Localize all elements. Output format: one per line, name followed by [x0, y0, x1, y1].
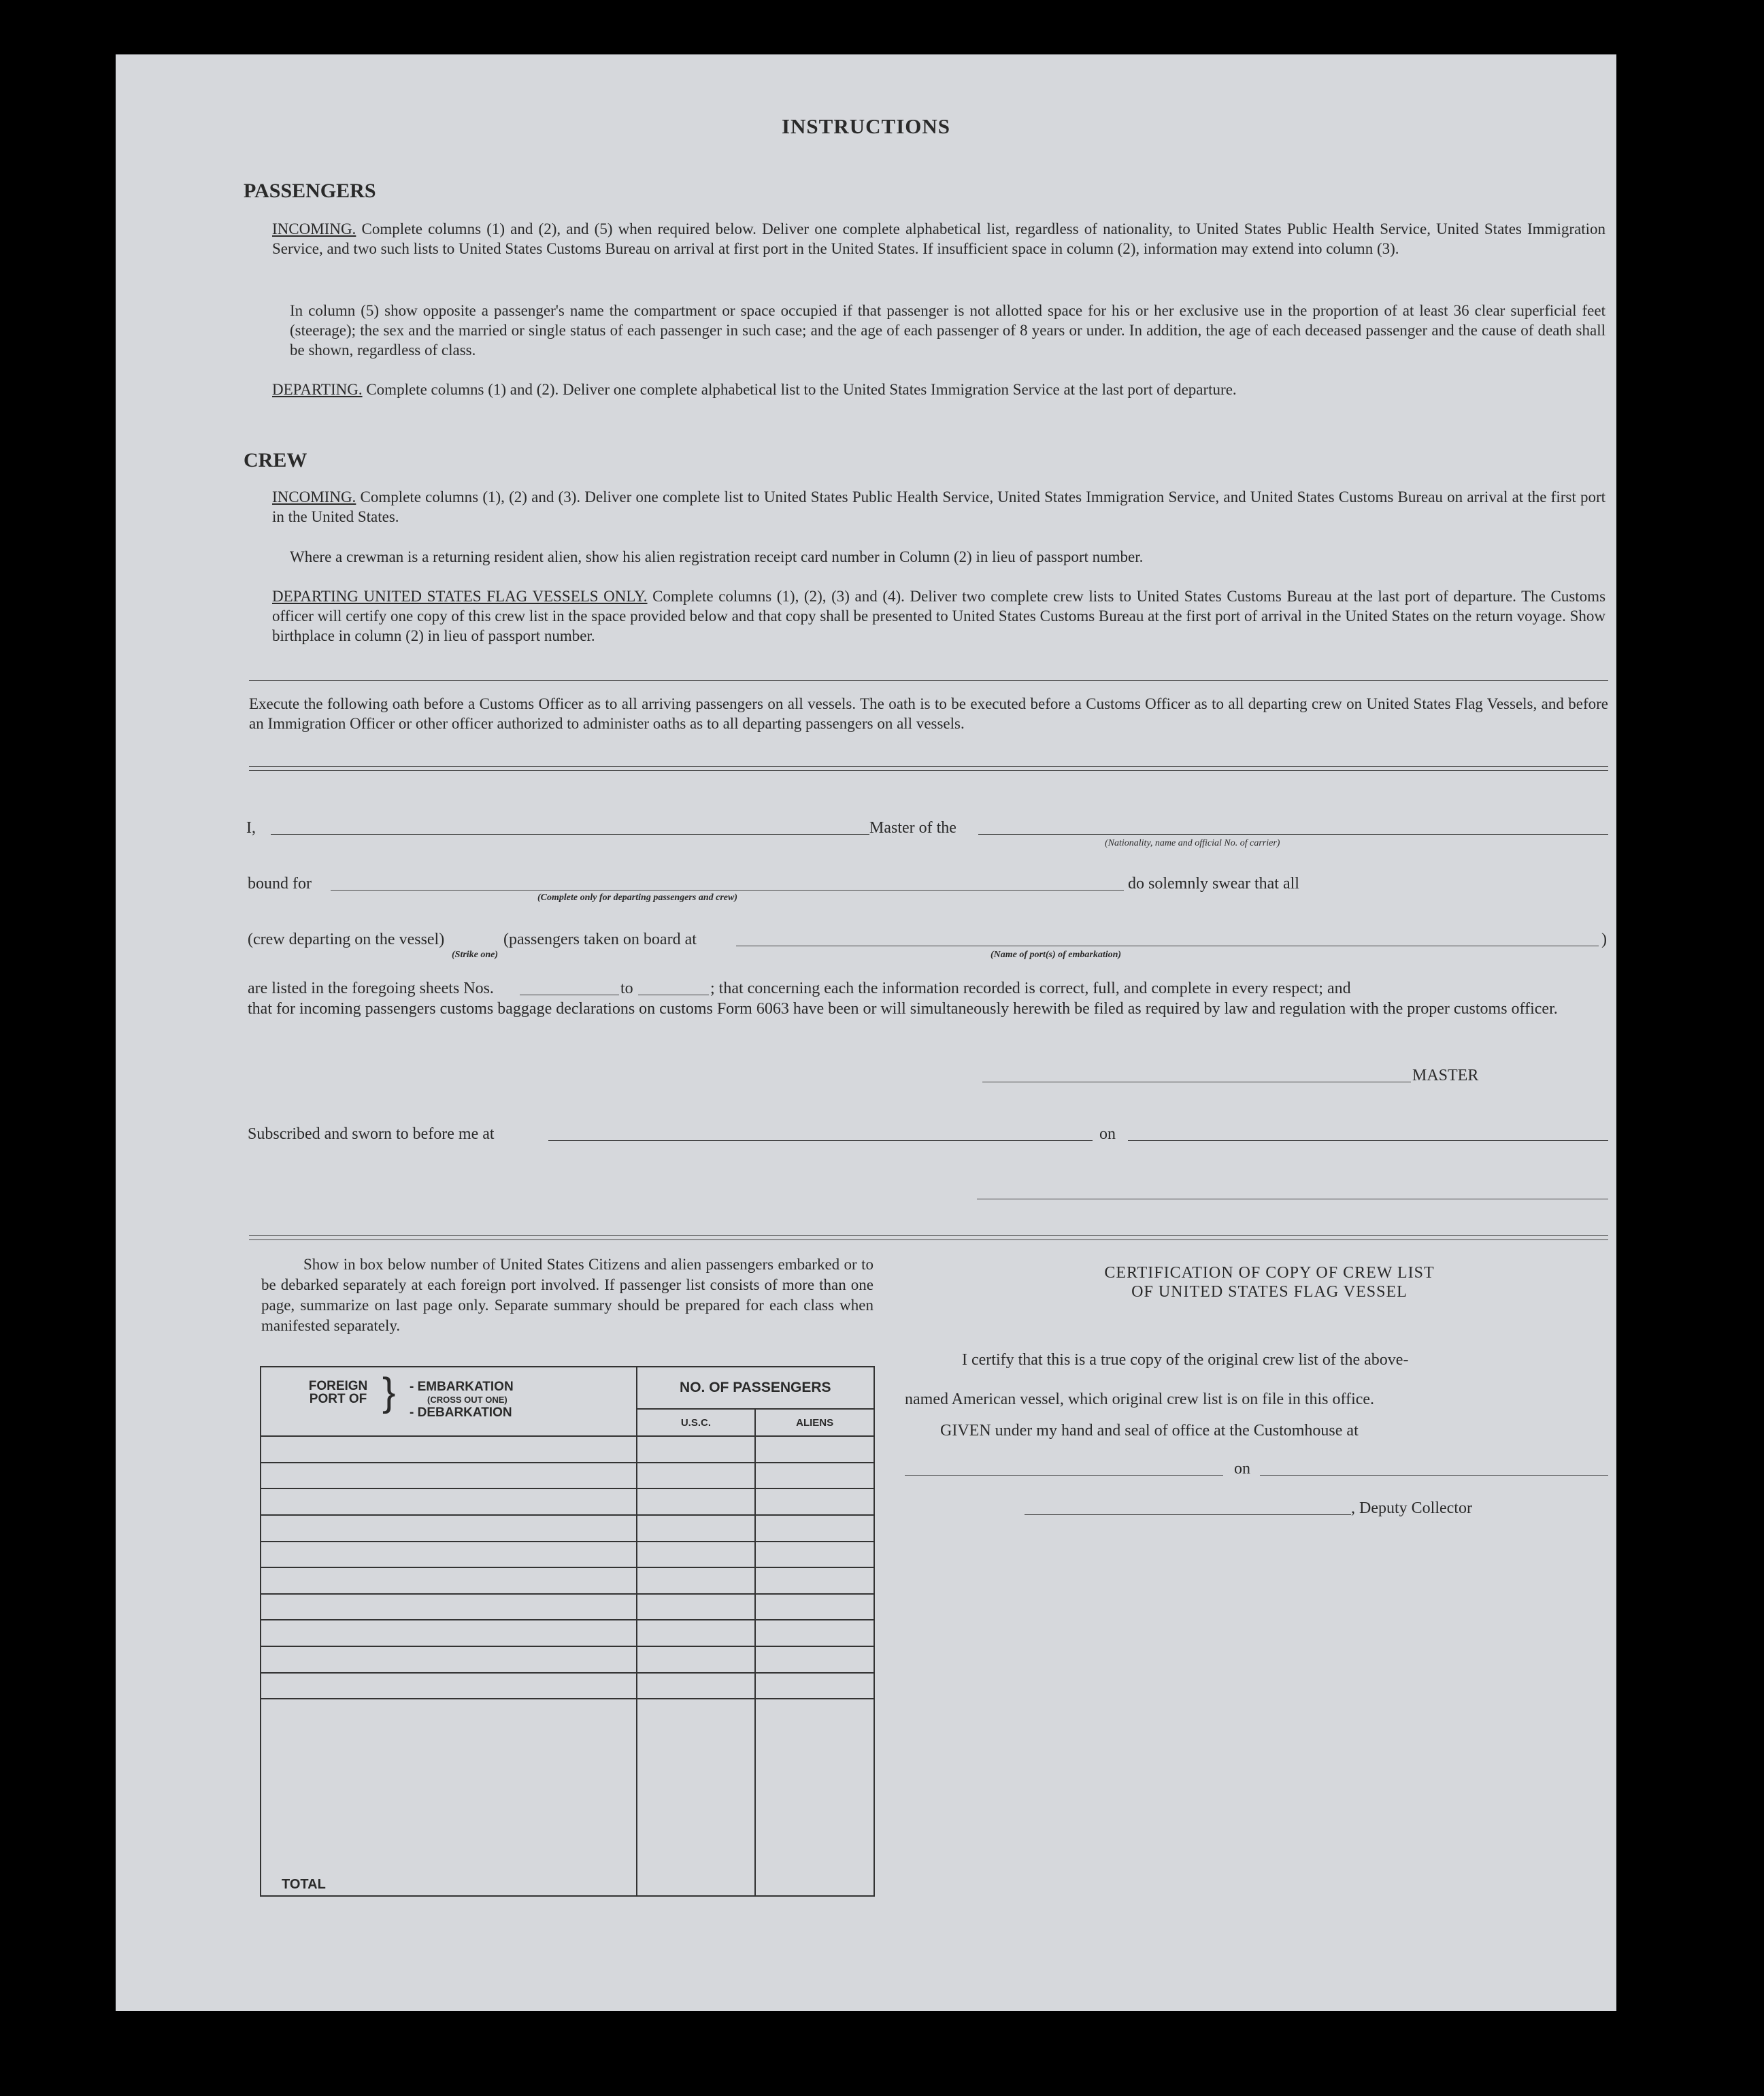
passengers-heading: PASSENGERS: [244, 180, 376, 202]
usc-total-cell[interactable]: [637, 1699, 756, 1896]
usc-cell[interactable]: [637, 1673, 756, 1699]
subscribed-on-label: on: [1099, 1125, 1116, 1143]
crew-resident-text: Where a crewman is a returning resident alien, show his alien registration receipt card number in Column (2) in lieu of passport number.: [290, 548, 1144, 565]
usc-cell[interactable]: [637, 1488, 756, 1515]
crew-departing-option: (crew departing on the vessel): [248, 931, 445, 948]
aliens-cell[interactable]: [755, 1646, 874, 1673]
table-row: [261, 1620, 874, 1646]
nationality-caption: (Nationality, name and official No. of carrier): [1105, 838, 1280, 848]
bound-for-field[interactable]: [331, 890, 1124, 891]
total-label: TOTAL: [261, 1699, 637, 1896]
embarkation-label: - EMBARKATION: [410, 1380, 514, 1394]
aliens-total-cell[interactable]: [755, 1699, 874, 1896]
aliens-cell[interactable]: [755, 1673, 874, 1699]
bound-caption: (Complete only for departing passengers and crew): [537, 893, 737, 903]
certification-text-2: named American vessel, which original crew list is on file in this office.: [905, 1391, 1375, 1408]
page-title: INSTRUCTIONS: [781, 114, 950, 138]
listed-to-label: to: [620, 980, 633, 997]
crew-departing-text: Complete columns (1), (2), (3) and (4). Deliver two complete crew lists to United States Customs Bureau at the last port of departure. The Customs officer will certify one copy of this crew list in the space provided below and that copy shall be presented to United States Customs Bureau at the first port of arrival in the United States on the return voyage. Show birthplace in column (2) in lieu of passport number.: [272, 588, 1606, 644]
usc-cell[interactable]: [637, 1646, 756, 1673]
swear-text: do solemnly swear that all: [1128, 875, 1299, 893]
double-divider-top: [249, 766, 1608, 771]
table-row: [261, 1488, 874, 1515]
subscribed-place-field[interactable]: [548, 1140, 1093, 1141]
deputy-collector-label: , Deputy Collector: [1351, 1499, 1472, 1517]
brace-icon: }: [382, 1370, 396, 1414]
usc-cell[interactable]: [637, 1542, 756, 1568]
port-cell[interactable]: [261, 1436, 637, 1463]
passengers-departing-text: Complete columns (1) and (2). Deliver one complete alphabetical list to the United States Immigration Service at the last port of departure.: [366, 381, 1237, 398]
port-cell[interactable]: [261, 1463, 637, 1489]
master-label: MASTER: [1412, 1067, 1479, 1084]
summary-instructions: Show in box below number of United States Citizens and alien passengers embarked or to be debarked separately at each foreign port involved. If passenger list consists of more than one page, summarize on last page only. Separate summary should be prepared for each class when manifested separately.: [261, 1256, 873, 1334]
passengers-incoming-label: INCOMING.: [272, 220, 356, 237]
port-cell[interactable]: [261, 1646, 637, 1673]
passengers-column5-text: In column (5) show opposite a passenger's name the compartment or space occupied if that passenger is not allotted space for his or her exclusive use in the proportion of at least 36 clear superficial feet (steerage); the sex and the married or single status of each passenger in such case; and the age of each passenger of 8 years or under. In addition, the age of each deceased passenger and the cause of death shall be shown, regardless of class.: [290, 302, 1605, 359]
aliens-cell[interactable]: [755, 1620, 874, 1646]
divider-line: [249, 680, 1608, 681]
table-row: [261, 1463, 874, 1489]
port-caption: (Name of port(s) of embarkation): [991, 950, 1122, 960]
table-row: [261, 1542, 874, 1568]
usc-cell[interactable]: [637, 1594, 756, 1620]
port-cell[interactable]: [261, 1594, 637, 1620]
port-cell[interactable]: [261, 1515, 637, 1542]
debarkation-label: - DEBARKATION: [410, 1405, 512, 1420]
master-of-the-label: Master of the: [869, 819, 956, 837]
usc-cell[interactable]: [637, 1436, 756, 1463]
port-cell[interactable]: [261, 1673, 637, 1699]
form-sheet: [116, 54, 1616, 2011]
no-passengers-header: NO. OF PASSENGERS: [637, 1367, 874, 1409]
table-row: [261, 1646, 874, 1673]
table-row: [261, 1594, 874, 1620]
passengers-departing-block: [272, 380, 1605, 399]
foreign-port-label: FOREIGN PORT OF: [308, 1379, 368, 1406]
aliens-cell[interactable]: [755, 1594, 874, 1620]
foreign-port-header: [261, 1367, 637, 1436]
port-cell[interactable]: [261, 1488, 637, 1515]
port-cell[interactable]: [261, 1620, 637, 1646]
certification-on-label: on: [1234, 1460, 1250, 1478]
table-row: [261, 1436, 874, 1463]
aliens-cell[interactable]: [755, 1515, 874, 1542]
table-row: [261, 1515, 874, 1542]
cross-out-caption: (CROSS OUT ONE): [427, 1395, 507, 1405]
passengers-departing-label: DEPARTING.: [272, 381, 363, 398]
crew-departing-label: DEPARTING UNITED STATES FLAG VESSELS ONLY.: [272, 588, 648, 605]
crew-departing-block: [272, 586, 1605, 646]
aliens-cell[interactable]: [755, 1463, 874, 1489]
subscribed-label: Subscribed and sworn to before me at: [248, 1125, 495, 1143]
port-cell[interactable]: [261, 1542, 637, 1568]
certification-heading-1: CERTIFICATION OF COPY OF CREW LIST: [1104, 1264, 1435, 1282]
aliens-cell[interactable]: [755, 1488, 874, 1515]
passengers-incoming-block: [272, 219, 1605, 259]
aliens-cell[interactable]: [755, 1567, 874, 1594]
total-row: [261, 1699, 874, 1896]
table-row: [261, 1673, 874, 1699]
passengers-taken-option: (passengers taken on board at: [503, 931, 697, 948]
crew-incoming-text: Complete columns (1), (2) and (3). Deliver one complete list to United States Public Health Service, United States Immigration Service, and United States Customs Bureau on arrival at the first port in the United States.: [272, 488, 1605, 525]
oath-i: I,: [246, 819, 256, 837]
crew-incoming-block: [272, 487, 1605, 527]
listed-text-1: ; that concerning each the information recorded is correct, full, and complete in every respect; and: [710, 980, 1351, 997]
crew-heading: CREW: [244, 449, 307, 471]
bound-for-label: bound for: [248, 875, 312, 893]
aliens-cell[interactable]: [755, 1436, 874, 1463]
certification-date-field[interactable]: [1260, 1475, 1608, 1476]
deputy-signature-field[interactable]: [1025, 1514, 1351, 1515]
usc-header: U.S.C.: [637, 1409, 756, 1436]
usc-cell[interactable]: [637, 1567, 756, 1594]
usc-cell[interactable]: [637, 1463, 756, 1489]
strike-caption: (Strike one): [452, 950, 499, 960]
aliens-cell[interactable]: [755, 1542, 874, 1568]
crew-incoming-label: INCOMING.: [272, 488, 356, 505]
certification-text-1: I certify that this is a true copy of the original crew list of the above-: [962, 1351, 1409, 1369]
master-name-field[interactable]: [271, 834, 869, 835]
passenger-summary-table: [260, 1366, 875, 1897]
close-paren: ): [1601, 931, 1607, 948]
listed-text-2: that for incoming passengers customs baggage declarations on customs Form 6063 have been or will simultaneously herewith be filed as required by law and regulation with the proper customs officer.: [248, 1000, 1558, 1018]
certification-text-3: GIVEN under my hand and seal of office at the Customhouse at: [940, 1422, 1359, 1440]
port-cell[interactable]: [261, 1567, 637, 1594]
customhouse-field[interactable]: [905, 1475, 1223, 1476]
aliens-header: ALIENS: [755, 1409, 874, 1436]
listed-sheets-label: are listed in the foregoing sheets Nos.: [248, 980, 494, 997]
table-row: [261, 1567, 874, 1594]
usc-cell[interactable]: [637, 1515, 756, 1542]
oath-instructions: Execute the following oath before a Customs Officer as to all arriving passengers on all vessels. The oath is to be executed before a Customs Officer as to all departing crew on United States Flag Vessels, and before an Immigration Officer or other officer authorized to administer oaths as to all departing passengers on all vessels.: [249, 695, 1608, 732]
carrier-field[interactable]: [978, 834, 1608, 835]
subscribed-date-field[interactable]: [1128, 1140, 1608, 1141]
double-divider-bottom: [249, 1235, 1608, 1240]
certification-heading-2: OF UNITED STATES FLAG VESSEL: [1131, 1283, 1408, 1301]
passengers-incoming-text: Complete columns (1) and (2), and (5) when required below. Deliver one complete alphabetical list, regardless of nationality, to United States Public Health Service, United States Immigration Service, and two such lists to United States Customs Bureau on arrival at first port in the United States. If insufficient space in column (2), information may extend into column (3).: [272, 220, 1606, 257]
usc-cell[interactable]: [637, 1620, 756, 1646]
